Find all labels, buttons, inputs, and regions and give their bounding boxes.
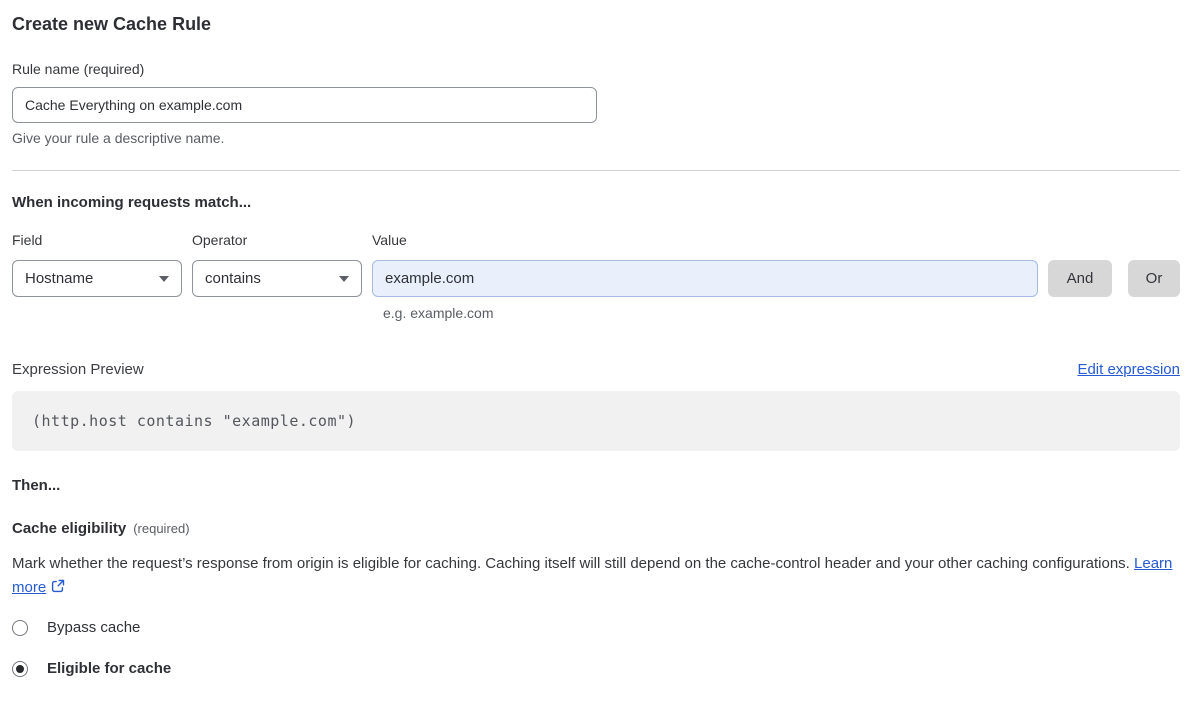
operator-select-value: contains <box>205 270 261 287</box>
external-link-icon[interactable] <box>51 579 65 593</box>
learn-more-label: Learn more <box>12 555 1173 596</box>
or-button[interactable]: Or <box>1128 260 1180 297</box>
cache-eligibility-description <box>12 552 1180 600</box>
value-label: Value <box>372 232 407 248</box>
radio-option-eligible-for-cache[interactable] <box>12 660 1180 677</box>
radio-option-label: Eligible for cache <box>47 660 172 677</box>
page-title: Create new Cache Rule <box>12 14 212 34</box>
radio-option-label: Bypass cache <box>47 619 141 636</box>
radio-icon[interactable] <box>12 661 28 677</box>
expression-preview-row <box>12 361 1180 379</box>
match-controls-row <box>12 260 1180 297</box>
cache-eligibility-heading: Cache eligibility <box>12 520 127 537</box>
expression-code <box>12 391 1180 451</box>
operator-select[interactable] <box>192 260 362 297</box>
radio-icon[interactable] <box>12 620 28 636</box>
value-help: e.g. example.com <box>383 305 494 321</box>
section-divider <box>12 170 1180 171</box>
field-select-value: Hostname <box>25 270 94 287</box>
rule-name-help: Give your rule a descriptive name. <box>12 130 225 146</box>
required-note: (required) <box>133 521 190 536</box>
cache-rule-form <box>12 14 1180 677</box>
and-button[interactable]: And <box>1048 260 1112 297</box>
expression-code-text: (http.host contains "example.com") <box>32 412 357 430</box>
chevron-down-icon <box>339 276 349 282</box>
expression-preview-label: Expression Preview <box>12 361 144 378</box>
radio-option-bypass-cache[interactable] <box>12 619 1180 636</box>
rule-name-input[interactable] <box>12 87 597 123</box>
value-input[interactable] <box>372 260 1038 297</box>
match-section-heading: When incoming requests match... <box>12 194 252 211</box>
chevron-down-icon <box>159 276 169 282</box>
field-select[interactable] <box>12 260 182 297</box>
cache-eligibility-description-text: Mark whether the request’s response from origin is eligible for caching. Caching itself will still depend on the cache-control header and your other caching configurations. <box>12 555 1130 572</box>
rule-name-label: Rule name (required) <box>12 61 145 77</box>
cache-eligibility-heading-row <box>12 520 1180 538</box>
then-heading: Then... <box>12 477 61 494</box>
edit-expression-link[interactable]: Edit expression <box>1077 361 1180 378</box>
match-labels-row <box>12 232 1180 248</box>
field-label: Field <box>12 232 43 248</box>
operator-label: Operator <box>192 232 248 248</box>
